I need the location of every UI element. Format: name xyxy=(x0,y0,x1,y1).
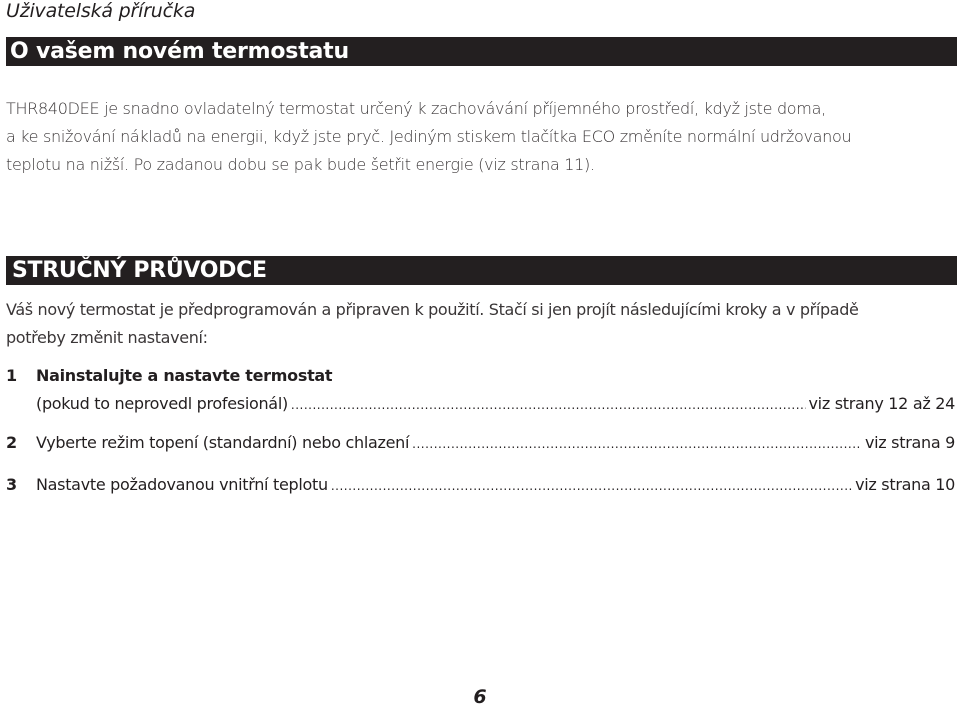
intro-line: THR840DEE je snadno ovladatelný termostat určený k zachovávání příjemného prostředí, když jste doma, xyxy=(6,99,826,118)
page-title: O vašem novém termostatu xyxy=(6,37,957,66)
guide-intro-line: Váš nový termostat je předprogramován a připraven k použití. Stačí si jen projít následujícími kroky a v případě xyxy=(6,300,859,319)
step-2 xyxy=(6,429,955,458)
dot-leader xyxy=(291,391,806,419)
step-number: 1 xyxy=(6,366,17,385)
step-leader-line xyxy=(36,471,955,500)
step-leader-line xyxy=(36,390,955,419)
step-text: Vyberte režim topení (standardní) nebo chlazení xyxy=(36,433,410,452)
step-leader-line xyxy=(36,429,955,458)
step-text: Nastavte požadovanou vnitřní teplotu xyxy=(36,475,328,494)
step-number: 3 xyxy=(6,475,17,494)
step-1 xyxy=(6,362,955,419)
page-number: 6 xyxy=(473,686,487,708)
step-number: 2 xyxy=(6,433,17,452)
intro-line: a ke snižování nákladů na energii, když jste pryč. Jediným stiskem tlačítka ECO změníte normální udržovanou xyxy=(6,127,852,146)
step-text: (pokud to neprovedl profesionál) xyxy=(36,394,288,413)
document-label: Uživatelská příručka xyxy=(6,0,196,22)
page-reference: viz strana 9 xyxy=(864,433,955,452)
page-reference: viz strany 12 až 24 xyxy=(808,394,955,413)
step-3 xyxy=(6,471,955,500)
guide-intro-line: potřeby změnit nastavení: xyxy=(6,328,208,347)
page-reference: viz strana 10 xyxy=(855,475,955,494)
intro-line: teplotu na nižší. Po zadanou dobu se pak bude šetřit energie (viz strana 11). xyxy=(6,155,595,174)
quick-guide-heading: STRUČNÝ PRŮVODCE xyxy=(6,256,957,285)
dot-leader xyxy=(331,472,852,500)
quick-guide-intro xyxy=(6,296,951,352)
intro-paragraph xyxy=(6,95,951,179)
step-heading: Nainstalujte a nastavte termostat xyxy=(36,366,333,385)
dot-leader xyxy=(412,430,862,458)
